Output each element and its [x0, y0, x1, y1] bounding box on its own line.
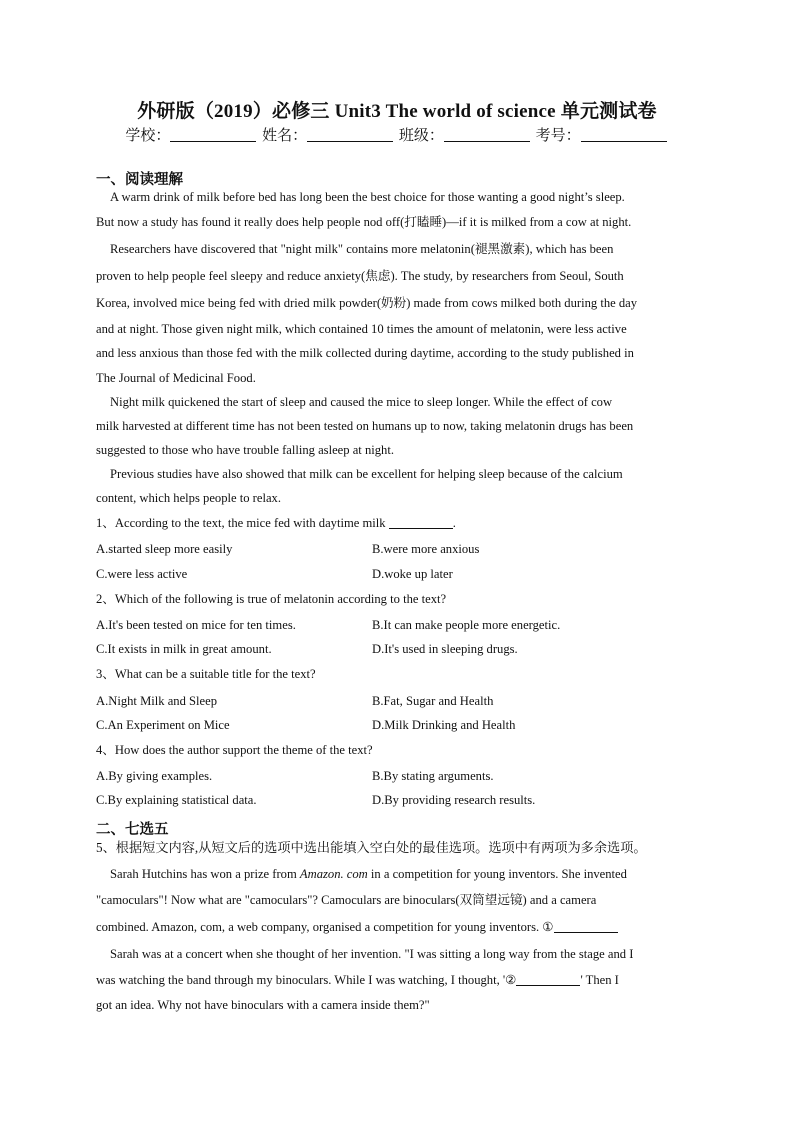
option-b[interactable]: B.By stating arguments.	[372, 769, 494, 783]
option-d[interactable]: D.It's used in sleeping drugs.	[372, 642, 518, 656]
page-title: 外研版（2019）必修三 Unit3 The world of science 单元测试卷	[137, 101, 657, 122]
option-d[interactable]: D.woke up later	[372, 567, 453, 581]
school-label: 学校：	[125, 128, 171, 144]
section-heading-reading: 一、阅读理解	[96, 172, 183, 188]
option-a[interactable]: A.started sleep more easily	[96, 542, 233, 556]
exam-number-label: 考号：	[535, 128, 581, 144]
passage-line: and at night. Those given night milk, which contained 10 times the amount of melatonin, were less active	[96, 322, 627, 336]
option-c[interactable]: C.An Experiment on Mice	[96, 718, 230, 732]
section-instruction: 5、根据短文内容,从短文后的选项中选出能填入空白处的最佳选项。选项中有两项为多余选项。	[96, 840, 647, 855]
option-a[interactable]: A.Night Milk and Sleep	[96, 694, 218, 708]
option-c[interactable]: C.were less active	[96, 567, 188, 581]
passage-line: Sarah was at a concert when she thought of her invention. "I was sitting a long way from the stage and I	[110, 947, 634, 961]
school-blank[interactable]	[170, 127, 256, 142]
class-blank[interactable]	[444, 127, 530, 142]
option-b[interactable]: B.Fat, Sugar and Health	[372, 694, 494, 708]
class-label: 班级：	[398, 128, 444, 144]
question-text: 1、According to the text, the mice fed with daytime milk	[96, 516, 386, 530]
passage-line: suggested to those who have trouble falling asleep at night.	[96, 443, 394, 457]
passage-line: Previous studies have also showed that milk can be excellent for helping sleep because of the calcium	[110, 467, 623, 481]
passage-line: The Journal of Medicinal Food.	[96, 371, 256, 385]
blank-1[interactable]	[554, 920, 618, 933]
passage-line: A warm drink of milk before bed has long been the best choice for those wanting a good night’s sleep.	[110, 190, 625, 204]
option-c[interactable]: C.It exists in milk in great amount.	[96, 642, 272, 656]
passage-line: proven to help people feel sleepy and reduce anxiety(焦虑). The study, by researchers from Seoul, South	[96, 269, 624, 283]
passage-line: "camoculars"! Now what are "camoculars"? Camoculars are binoculars(双筒望远镜) and a camera	[96, 893, 597, 907]
passage-line: was watching the band through my binoculars. While I was watching, I thought, '② ' Then I	[96, 973, 619, 987]
option-a[interactable]: A.It's been tested on mice for ten times.	[96, 618, 296, 632]
passage-line: and less anxious than those fed with the milk collected during daytime, according to the study published in	[96, 346, 634, 360]
option-d[interactable]: D.By providing research results.	[372, 793, 536, 807]
name-blank[interactable]	[307, 127, 393, 142]
name-label: 姓名：	[262, 128, 308, 144]
question-1: 1、According to the text, the mice fed with daytime milk .	[96, 516, 456, 530]
question-2: 2、Which of the following is true of melatonin according to the text?	[96, 592, 447, 606]
amazon-link-text: Amazon. com	[299, 867, 368, 881]
passage-line: Korea, involved mice being fed with dried milk powder(奶粉) made from cows milked both during the day	[96, 296, 638, 310]
option-b[interactable]: B.were more anxious	[372, 542, 480, 556]
section-heading-seven-choose-five: 二、七选五	[96, 822, 169, 838]
exam-number-blank[interactable]	[581, 127, 667, 142]
question-4: 4、How does the author support the theme of the text?	[96, 743, 373, 757]
passage-line: got an idea. Why not have binoculars with a camera inside them?"	[96, 998, 430, 1012]
passage-line: content, which helps people to relax.	[96, 491, 282, 505]
student-info-row	[0, 124, 794, 145]
answer-blank[interactable]	[389, 516, 453, 529]
option-d[interactable]: D.Milk Drinking and Health	[372, 718, 516, 732]
passage-line: Sarah Hutchins has won a prize from Amazon. com in a competition for young inventors. She invented	[110, 867, 627, 881]
option-b[interactable]: B.It can make people more energetic.	[372, 618, 561, 632]
option-a[interactable]: A.By giving examples.	[96, 769, 213, 783]
passage-line: Night milk quickened the start of sleep and caused the mice to sleep longer. While the effect of cow	[110, 395, 613, 409]
option-c[interactable]: C.By explaining statistical data.	[96, 793, 257, 807]
blank-2[interactable]	[516, 973, 580, 986]
passage-line: combined. Amazon, com, a web company, organised a competition for young inventors. ①	[96, 919, 700, 935]
passage-line: milk harvested at different time has not been tested on humans up to now, taking melatonin drugs has been	[96, 419, 634, 433]
passage-line: But now a study has found it really does help people nod off(打瞌睡)—if it is milked from a cow at night.	[96, 215, 632, 229]
question-3: 3、What can be a suitable title for the text?	[96, 667, 316, 681]
passage-line: Researchers have discovered that "night milk" contains more melatonin(褪黑激素), which has been	[110, 242, 614, 256]
